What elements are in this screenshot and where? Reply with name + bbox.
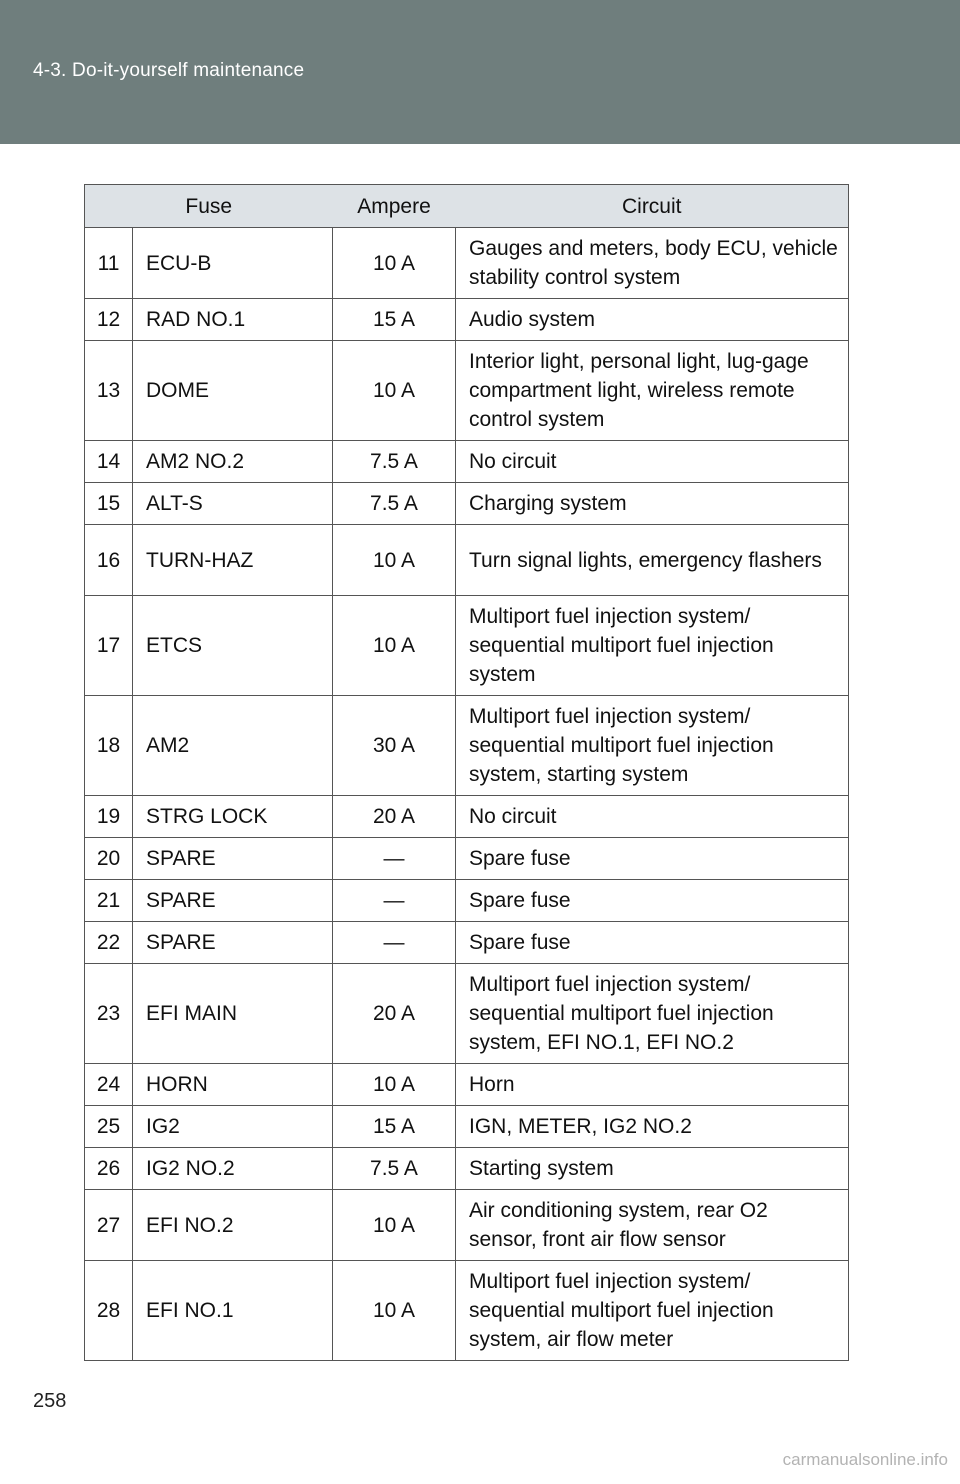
fuse-number: 25: [85, 1106, 133, 1148]
fuse-ampere: 20 A: [333, 964, 456, 1064]
fuse-name: RAD NO.1: [133, 299, 333, 341]
fuse-name: ALT-S: [133, 483, 333, 525]
page-number: 258: [33, 1390, 67, 1412]
fuse-circuit: Spare fuse: [456, 880, 849, 922]
fuse-ampere: 10 A: [333, 1064, 456, 1106]
table-row: [85, 922, 849, 964]
fuse-number: 18: [85, 696, 133, 796]
fuse-number: 20: [85, 838, 133, 880]
fuse-name: ETCS: [133, 596, 333, 696]
fuse-circuit: Gauges and meters, body ECU, vehicle stability control system: [456, 228, 849, 299]
fuse-number: 27: [85, 1190, 133, 1261]
table-row: [85, 796, 849, 838]
column-header-ampere: Ampere: [333, 185, 456, 228]
fuse-ampere: 30 A: [333, 696, 456, 796]
fuse-circuit: IGN, METER, IG2 NO.2: [456, 1106, 849, 1148]
table-row: [85, 1190, 849, 1261]
fuse-number: 13: [85, 341, 133, 441]
fuse-name: DOME: [133, 341, 333, 441]
fuse-number: 24: [85, 1064, 133, 1106]
fuse-ampere: 10 A: [333, 1190, 456, 1261]
fuse-ampere: —: [333, 922, 456, 964]
fuse-name: AM2 NO.2: [133, 441, 333, 483]
fuse-circuit: Audio system: [456, 299, 849, 341]
table-row: [85, 696, 849, 796]
fuse-ampere: 7.5 A: [333, 1148, 456, 1190]
fuse-ampere: 10 A: [333, 341, 456, 441]
table-row: [85, 483, 849, 525]
fuse-ampere: 10 A: [333, 525, 456, 596]
fuse-circuit: Interior light, personal light, lug-gage compartment light, wireless remote control system: [456, 341, 849, 441]
table-row: [85, 228, 849, 299]
section-title: 4-3. Do-it-yourself maintenance: [33, 60, 305, 81]
fuse-number: 22: [85, 922, 133, 964]
fuse-name: IG2 NO.2: [133, 1148, 333, 1190]
fuse-ampere: —: [333, 838, 456, 880]
table-row: [85, 1064, 849, 1106]
fuse-circuit: Horn: [456, 1064, 849, 1106]
fuse-ampere: 10 A: [333, 596, 456, 696]
fuse-ampere: 15 A: [333, 1106, 456, 1148]
fuse-name: TURN-HAZ: [133, 525, 333, 596]
fuse-circuit: Multiport fuel injection system/ sequential multiport fuel injection system, EFI NO.1, EFI NO.2: [456, 964, 849, 1064]
fuse-name: SPARE: [133, 922, 333, 964]
fuse-number: 16: [85, 525, 133, 596]
fuse-circuit: Multiport fuel injection system/ sequential multiport fuel injection system, air flow meter: [456, 1261, 849, 1361]
fuse-circuit: Spare fuse: [456, 838, 849, 880]
table-row: [85, 1148, 849, 1190]
fuse-name: SPARE: [133, 838, 333, 880]
fuse-name: EFI NO.1: [133, 1261, 333, 1361]
fuse-number: 23: [85, 964, 133, 1064]
fuse-name: AM2: [133, 696, 333, 796]
fuse-circuit: Charging system: [456, 483, 849, 525]
table-row: [85, 299, 849, 341]
fuse-number: 21: [85, 880, 133, 922]
table-row: [85, 964, 849, 1064]
column-header-circuit: Circuit: [456, 185, 849, 228]
fuse-number: 11: [85, 228, 133, 299]
fuse-circuit: No circuit: [456, 441, 849, 483]
table-row: [85, 1261, 849, 1361]
fuse-number: 28: [85, 1261, 133, 1361]
fuse-table: [84, 184, 849, 1361]
fuse-number: 19: [85, 796, 133, 838]
fuse-number: 14: [85, 441, 133, 483]
table-header-row: [85, 185, 849, 228]
fuse-circuit: Turn signal lights, emergency flashers: [456, 525, 849, 596]
table-row: [85, 596, 849, 696]
fuse-ampere: 15 A: [333, 299, 456, 341]
fuse-ampere: 7.5 A: [333, 483, 456, 525]
table-row: [85, 525, 849, 596]
fuse-name: HORN: [133, 1064, 333, 1106]
fuse-number: 15: [85, 483, 133, 525]
fuse-circuit: Multiport fuel injection system/ sequential multiport fuel injection system, starting system: [456, 696, 849, 796]
table-row: [85, 441, 849, 483]
fuse-ampere: 10 A: [333, 1261, 456, 1361]
fuse-number: 12: [85, 299, 133, 341]
fuse-ampere: 10 A: [333, 228, 456, 299]
watermark: carmanualsonline.info: [782, 1450, 948, 1469]
fuse-circuit: Spare fuse: [456, 922, 849, 964]
fuse-name: SPARE: [133, 880, 333, 922]
fuse-circuit: Air conditioning system, rear O2 sensor, front air flow sensor: [456, 1190, 849, 1261]
fuse-name: IG2: [133, 1106, 333, 1148]
fuse-name: STRG LOCK: [133, 796, 333, 838]
fuse-name: ECU-B: [133, 228, 333, 299]
fuse-ampere: 7.5 A: [333, 441, 456, 483]
fuse-circuit: Starting system: [456, 1148, 849, 1190]
fuse-number: 17: [85, 596, 133, 696]
table-row: [85, 880, 849, 922]
table-row: [85, 1106, 849, 1148]
fuse-name: EFI MAIN: [133, 964, 333, 1064]
fuse-ampere: 20 A: [333, 796, 456, 838]
fuse-name: EFI NO.2: [133, 1190, 333, 1261]
fuse-number: 26: [85, 1148, 133, 1190]
table-row: [85, 838, 849, 880]
fuse-ampere: —: [333, 880, 456, 922]
fuse-circuit: No circuit: [456, 796, 849, 838]
table-row: [85, 341, 849, 441]
fuse-circuit: Multiport fuel injection system/ sequential multiport fuel injection system: [456, 596, 849, 696]
header-band: [0, 0, 960, 144]
column-header-fuse: Fuse: [85, 185, 333, 228]
